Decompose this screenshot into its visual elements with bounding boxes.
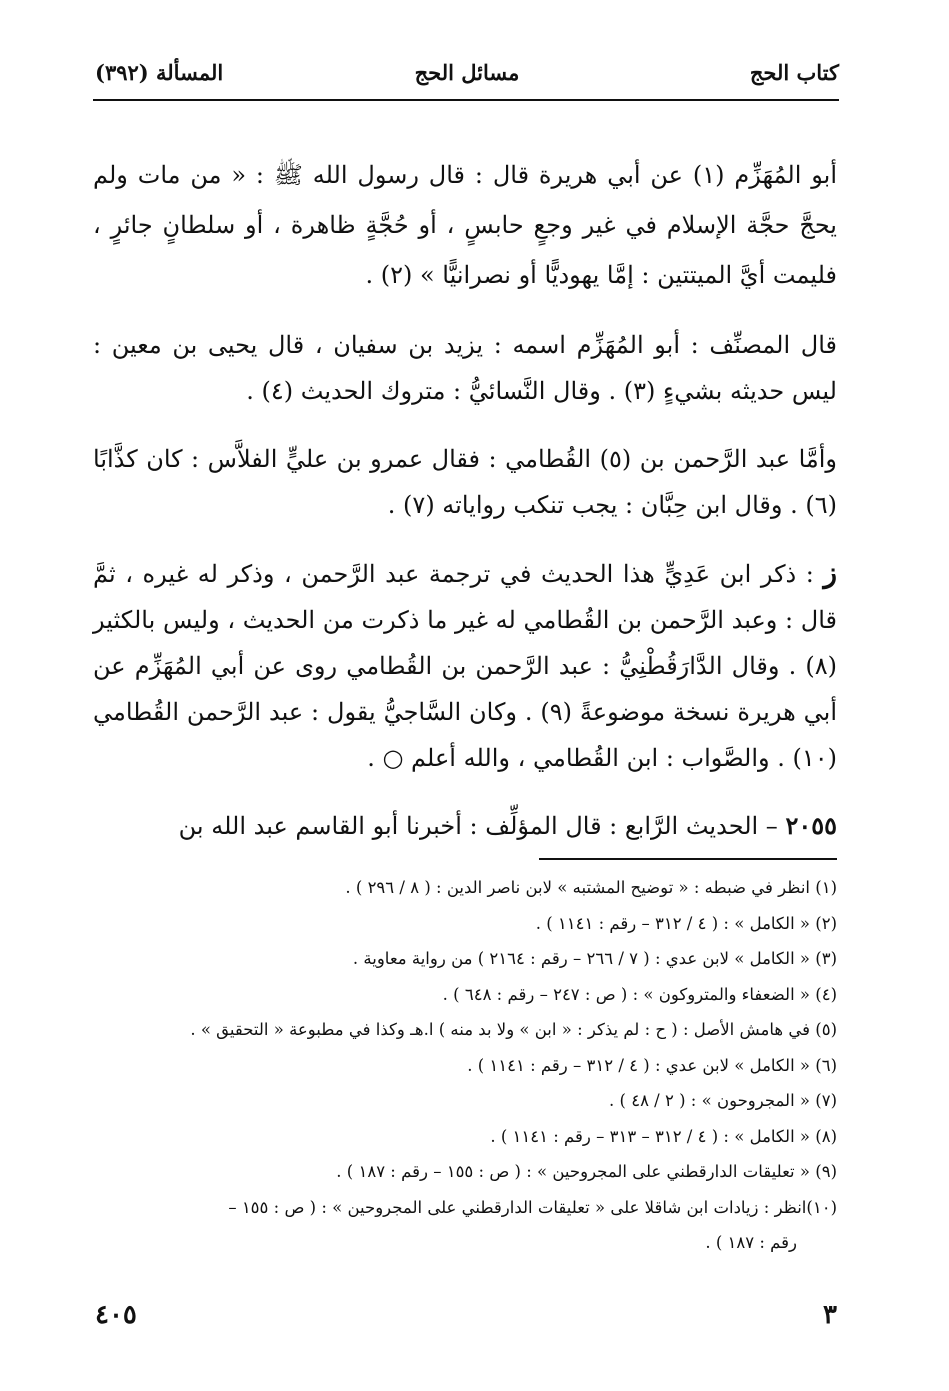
page-footer bbox=[95, 1300, 837, 1340]
footnote-continuation-text: رقم : ١٨٧ ) . bbox=[705, 1233, 797, 1252]
footnotes bbox=[93, 870, 837, 1261]
commentary-paragraph-1: قال المصنِّف : أبو المُهَزِّم اسمه : يزيد بن سفيان ، قال يحيى بن معين : ليس حديثه بشيءٍ (٣) . وقال النَّسائيُّ : متروك الحديث (٤) . bbox=[93, 331, 837, 405]
main-text bbox=[93, 150, 837, 871]
issue-label: المسألة (٣٩٢) bbox=[95, 60, 224, 85]
hadith-paragraph: أبو المُهَزِّم (١) عن أبي هريرة قال : قال رسول الله ﷺ : « من مات ولم يحجَّ حجَّة الإسلام في غير وجعٍ حابسٍ ، أو حُجَّةٍ ظاهرة ، أو سلطانٍ جائرٍ ، فليمت أيَّ الميتتين : إمَّا يهوديًّا أو نصرانيًّا » (٢) . bbox=[93, 161, 838, 289]
commentary-paragraph-2: وأمَّا عبد الرَّحمن بن (٥) القُطامي : فقال عمرو بن عليٍّ الفلاَّس : كان كذَّابًا (٦) . وقال ابن حِبَّان : يجب تنكب رواياته (٧) . bbox=[93, 445, 838, 519]
running-header bbox=[95, 52, 839, 96]
header-rule bbox=[93, 99, 839, 101]
addition-paragraph bbox=[93, 550, 837, 781]
footnote: (٢) « الكامل » : ( ٤ / ٣١٢ – رقم : ١١٤١ ) . bbox=[535, 913, 837, 933]
section-title: مسائل الحج bbox=[414, 60, 520, 85]
book-title: كتاب الحج bbox=[749, 60, 839, 85]
footnote: (٧) « المجروحون » : ( ٢ / ٤٨ ) . bbox=[609, 1091, 837, 1110]
addition-marker: ز bbox=[823, 556, 837, 589]
page-number: ٤٠٥ bbox=[95, 1300, 137, 1330]
footnote: (٨) « الكامل » : ( ٤ / ٣١٢ – ٣١٣ – رقم : ١١٤١ ) . bbox=[490, 1126, 837, 1146]
hadith-number: ٢٠٥٥ bbox=[785, 811, 837, 840]
footnote: (٦) « الكامل » لابن عدي : ( ٤ / ٣١٢ – رقم : ١١٤١ ) . bbox=[467, 1055, 837, 1075]
footnote: (١) انظر في ضبطه : « توضيح المشتبه » لابن ناصر الدين : ( ٨ / ٢٩٦ ) . bbox=[345, 878, 837, 897]
footnote: (٥) في هامش الأصل : ( ح : لم يذكر : « ابن » ولا بد منه ) ا.هـ وكذا في مطبوعة « التحقيق » . bbox=[190, 1020, 837, 1039]
addition-text: : ذكر ابن عَدِيٍّ هذا الحديث في ترجمة عبد الرَّحمن ، وذكر له غيره ، ثمَّ قال : وعبد الرَّحمن بن القُطامي له غير ما ذكرت من الحديث ، وليس بالكثير (٨) . وقال الدَّارَقُطْنِيُّ : عبد الرَّحمن بن القُطامي روى عن أبي المُهَزِّم عن أبي هريرة نسخة موضوعةً (٩) . وكان السَّاجيُّ يقول : عبد الرَّحمن القُطامي (١٠) . والصَّواب : ابن القُطامي ، والله أعلم ○ . bbox=[93, 560, 838, 772]
footnote: (١٠)انظر : زيادات ابن شاقلا على « تعليقات الدارقطني على المجروحين » : ( ص : ١٥٥ – bbox=[228, 1197, 837, 1217]
footnote-continuation bbox=[93, 1225, 837, 1261]
footnote: (٤) « الضعفاء والمتروكون » : ( ص : ٢٤٧ – رقم : ٦٤٨ ) . bbox=[442, 984, 837, 1004]
next-hadith-text: – الحديث الرَّابع : قال المؤلِّف : أخبرنا أبو القاسم عبد الله بن bbox=[178, 812, 778, 840]
next-hadith-paragraph bbox=[93, 803, 837, 849]
footnote-separator bbox=[539, 858, 837, 860]
volume-number: ٣ bbox=[823, 1300, 837, 1330]
footnote: (٣) « الكامل » لابن عدي : ( ٧ / ٢٦٦ – رقم : ٢١٦٤ ) من رواية معاوية . bbox=[352, 949, 837, 968]
footnote: (٩) « تعليقات الدارقطني على المجروحين » : ( ص : ١٥٥ – رقم : ١٨٧ ) . bbox=[336, 1162, 837, 1181]
